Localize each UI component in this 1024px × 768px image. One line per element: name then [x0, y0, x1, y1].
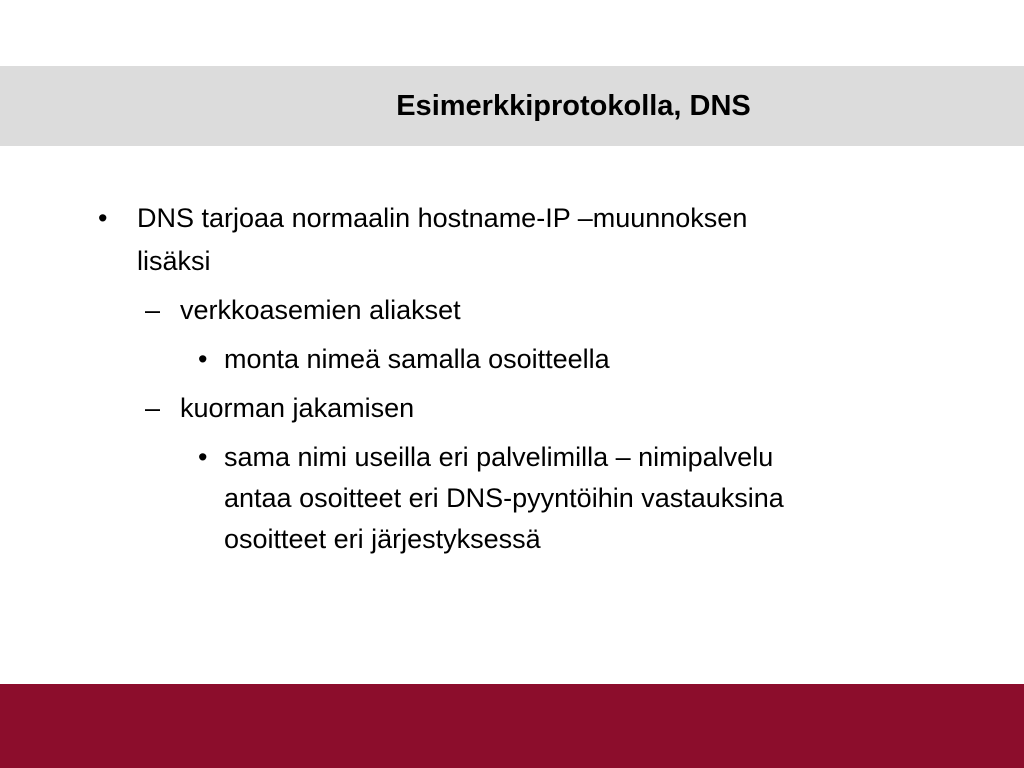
slide-title: Esimerkkiprotokolla, DNS [396, 90, 751, 122]
footer-bar [0, 684, 1024, 768]
dash-marker: – [145, 295, 161, 325]
subitem-load-balancing: kuorman jakamisen [180, 393, 415, 423]
bullet-1-line-1: DNS tarjoaa normaalin hostname-IP –muunnoksen [137, 203, 748, 233]
dash-marker: – [145, 393, 161, 423]
bullet-marker: • [98, 203, 108, 233]
subsubitem-same-name-line-2: antaa osoitteet eri DNS-pyyntöihin vastauksina [224, 483, 784, 513]
bullet-1-line-2: lisäksi [137, 246, 211, 276]
bullet-marker: • [198, 442, 208, 472]
subsubitem-same-name-line-3: osoitteet eri järjestyksessä [224, 524, 541, 554]
bullet-marker: • [198, 344, 208, 374]
subitem-aliases: verkkoasemien aliakset [180, 295, 461, 325]
subsubitem-many-names: monta nimeä samalla osoitteella [224, 344, 610, 374]
subsubitem-same-name-line-1: sama nimi useilla eri palvelimilla – nimipalvelu [224, 442, 774, 472]
